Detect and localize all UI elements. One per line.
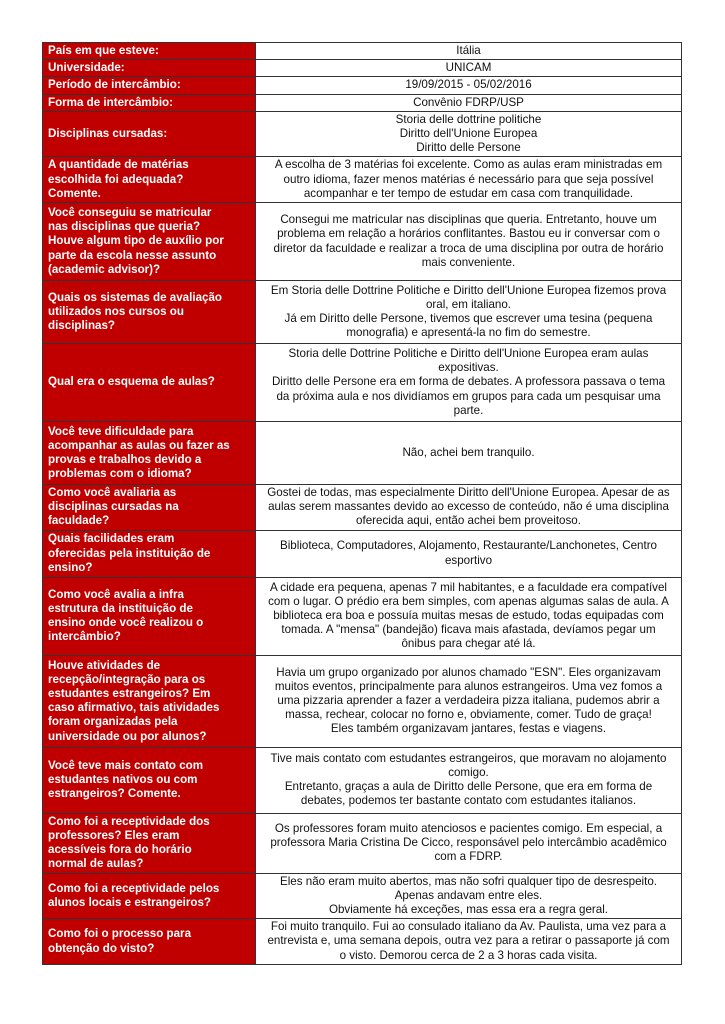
question-line: estrutura da instituição de xyxy=(48,601,193,615)
question-line: Como foi a receptividade pelos xyxy=(48,881,220,895)
answer-cell xyxy=(256,422,682,485)
answer-line: A cidade era pequena, apenas 7 mil habitantes, e a faculdade era compatível xyxy=(269,580,668,594)
answer-cell xyxy=(256,60,682,77)
answer-cell xyxy=(256,43,682,60)
table-row xyxy=(43,577,682,655)
answer-line: Foi muito tranquilo. Fui ao consulado italiano da Av. Paulista, uma vez para a xyxy=(270,920,667,934)
question-cell xyxy=(43,111,256,157)
question-line: Qual era o esquema de aulas? xyxy=(48,375,215,389)
exchange-report-table xyxy=(42,42,682,965)
answer-cell xyxy=(256,530,682,577)
question-line: normal de aulas? xyxy=(48,857,144,871)
answer-line: Biblioteca, Computadores, Alojamento, Restaurante/Lanchonetes, Centro xyxy=(279,539,658,553)
answer-cell xyxy=(256,577,682,655)
table-row xyxy=(43,94,682,111)
table-row xyxy=(43,485,682,531)
answer-line: aulas serem massantes devido ao excesso de conteúdo, não é uma disciplina xyxy=(268,500,669,514)
question-cell xyxy=(43,919,256,965)
question-line: utilizados nos cursos ou xyxy=(48,304,184,318)
question-line: oferecidas pela instituição de xyxy=(48,546,211,560)
table-row xyxy=(43,203,682,281)
question-line: recepção/integração para os xyxy=(48,672,206,686)
answer-line: Diritto delle Persone xyxy=(416,141,521,155)
question-line: problemas com o idioma? xyxy=(48,467,192,481)
answer-line: parte. xyxy=(453,403,484,417)
answer-line: esportivo xyxy=(444,553,493,567)
answer-cell xyxy=(256,157,682,203)
question-line: Universidade: xyxy=(48,61,125,75)
answer-line: Eles também organizavam jantares, festas e viagens. xyxy=(330,722,607,736)
answer-line: com o lugar. O prédio era bem simples, com apenas algumas salas de aula. A xyxy=(268,594,669,608)
question-line: nas disciplinas que queria? xyxy=(48,220,201,234)
answer-line: acompanhar e ter tempo de estudar em casa com tranquilidade. xyxy=(303,186,634,200)
question-line: Você conseguiu se matricular xyxy=(48,206,212,220)
answer-line: Obviamente há exceções, mas essa era a regra geral. xyxy=(328,903,609,917)
question-cell xyxy=(43,77,256,94)
question-line: Quais facilidades eram xyxy=(48,532,175,546)
question-line: disciplinas? xyxy=(48,319,116,333)
question-cell xyxy=(43,43,256,60)
answer-line: outro idioma, fazer menos matérias é necessário para que seja possível xyxy=(283,172,654,186)
question-line: ensino onde você realizou o xyxy=(48,616,204,630)
table-row xyxy=(43,530,682,577)
question-line: professores? Eles eram xyxy=(48,828,180,842)
answer-line: Gostei de todas, mas especialmente Diritto dell'Unione Europea. Apesar de as xyxy=(267,486,670,500)
answer-line: Tive mais contato com estudantes estrangeiros, que moravam no alojamento xyxy=(270,751,667,765)
answer-line: Entretanto, graças a aula de Diritto delle Persone, que era em forma de xyxy=(284,780,653,794)
answer-line: massa, rechear, colocar no forno e, obviamente, comer. Tudo de graça! xyxy=(285,708,652,722)
answer-line: expositivas. xyxy=(438,361,499,375)
answer-line: debates, podemos ter bastante contato com estudantes italianos. xyxy=(300,794,637,808)
question-line: alunos locais e estrangeiros? xyxy=(48,895,212,909)
answer-cell xyxy=(256,77,682,94)
answer-cell xyxy=(256,813,682,873)
answer-line: biblioteca era boa e possuía muitas mesas de estudo, todas equipadas com xyxy=(273,609,664,623)
answer-cell xyxy=(256,344,682,422)
question-line: parte da escola nesse assunto xyxy=(48,248,217,262)
question-line: disciplinas cursadas na xyxy=(48,500,179,514)
question-line: acessíveis fora do horário xyxy=(48,843,192,857)
answer-line: Já em Diritto delle Persone, tivemos que escrever uma tesina (pequena xyxy=(284,312,653,326)
question-cell xyxy=(43,281,256,344)
answer-line: Em Storia delle Dottrine Politiche e Diritto dell'Unione Europea fizemos prova xyxy=(270,283,667,297)
answer-line: da próxima aula e nos dividíamos em grupos para cada um pesquisar uma xyxy=(276,389,661,403)
question-line: Como você avalia a infra xyxy=(48,587,184,601)
question-line: Houve algum tipo de auxílio por xyxy=(48,234,224,248)
answer-line: entrevista e, uma semana depois, outra vez para a retirar o passaporte já com xyxy=(267,934,670,948)
answer-line: Storia delle dottrine politiche xyxy=(395,112,542,126)
answer-line: mais conveniente. xyxy=(421,255,516,269)
question-line: Houve atividades de xyxy=(48,658,161,672)
question-cell xyxy=(43,344,256,422)
answer-line: Convênio FDRP/USP xyxy=(413,95,524,109)
table-row xyxy=(43,43,682,60)
question-cell xyxy=(43,813,256,873)
table-row xyxy=(43,111,682,157)
answer-cell xyxy=(256,655,682,747)
question-line: Você teve dificuldade para xyxy=(48,424,194,438)
question-cell xyxy=(43,577,256,655)
answer-line: professora Maria Cristina De Cicco, responsável pelo intercâmbio acadêmico xyxy=(270,836,667,850)
question-line: provas e trabalhos devido a xyxy=(48,453,202,467)
answer-line: uma pizzaria aprender a fazer a verdadeira pizza italiana, pudemos abrir a xyxy=(277,694,660,708)
table-row xyxy=(43,655,682,747)
question-line: escolhida foi adequada? xyxy=(48,172,184,186)
answer-line: com a FDRP. xyxy=(434,850,503,864)
question-line: Período de intercâmbio: xyxy=(48,78,181,92)
answer-line: 19/09/2015 - 05/02/2016 xyxy=(405,78,532,92)
answer-line: Apenas andavam entre eles. xyxy=(394,888,543,902)
table-row xyxy=(43,60,682,77)
table-row xyxy=(43,344,682,422)
question-cell xyxy=(43,203,256,281)
answer-cell xyxy=(256,485,682,531)
table-row xyxy=(43,281,682,344)
answer-line: Storia delle Dottrine Politiche e Diritto dell'Unione Europea eram aulas xyxy=(288,347,649,361)
answer-line: ônibus para chegar até lá. xyxy=(401,637,536,651)
answer-line: muitos eventos, principalmente para alunos estrangeiros. Uma vez fomos a xyxy=(274,679,663,693)
question-cell xyxy=(43,94,256,111)
answer-line: problema em relação a horários conflitantes. Bastou eu ir conversar com o xyxy=(277,227,660,241)
answer-cell xyxy=(256,747,682,813)
answer-cell xyxy=(256,94,682,111)
table-row xyxy=(43,422,682,485)
question-line: (academic advisor)? xyxy=(48,262,161,276)
answer-line: A escolha de 3 matérias foi excelente. Como as aulas eram ministradas em xyxy=(274,158,663,172)
question-line: País em que esteve: xyxy=(48,44,159,57)
question-line: universidade ou por alunos? xyxy=(48,729,207,743)
question-line: acompanhar as aulas ou fazer as xyxy=(48,438,230,452)
question-line: Você teve mais contato com xyxy=(48,758,204,772)
answer-line: Diritto dell'Unione Europea xyxy=(399,127,538,141)
answer-line: tomada. A "mensa" (bandejão) ficava mais afastada, devíamos pegar um xyxy=(281,623,656,637)
table-row xyxy=(43,873,682,919)
exchange-report-body xyxy=(43,43,682,965)
table-row xyxy=(43,157,682,203)
answer-line: Havia um grupo organizado por alunos chamado "ESN". Eles organizavam xyxy=(276,665,661,679)
answer-line: Diritto delle Persone era em forma de debates. A professora passava o tema xyxy=(271,375,666,389)
answer-line: UNICAM xyxy=(445,61,492,75)
answer-line: oral, em italiano. xyxy=(425,297,512,311)
answer-cell xyxy=(256,111,682,157)
table-row xyxy=(43,77,682,94)
answer-cell xyxy=(256,873,682,919)
question-line: caso afirmativo, tais atividades xyxy=(48,701,220,715)
question-cell xyxy=(43,60,256,77)
answer-cell xyxy=(256,919,682,965)
question-line: Comente. xyxy=(48,186,101,200)
answer-line: monografia) e apresentá-la no fim do semestre. xyxy=(346,326,591,340)
question-line: Como você avaliaria as xyxy=(48,486,177,500)
answer-cell xyxy=(256,281,682,344)
question-line: intercâmbio? xyxy=(48,630,121,644)
question-line: foram organizadas pela xyxy=(48,715,178,729)
question-cell xyxy=(43,157,256,203)
question-line: Forma de intercâmbio: xyxy=(48,95,173,109)
answer-line: o visto. Demorou cerca de 2 a 3 horas cada visita. xyxy=(339,948,598,962)
answer-line: Eles não eram muito abertos, mas não sofri qualquer tipo de desrespeito. xyxy=(279,874,657,888)
question-line: Disciplinas cursadas: xyxy=(48,127,168,141)
question-line: A quantidade de matérias xyxy=(48,158,189,172)
question-line: estrangeiros? Comente. xyxy=(48,787,181,801)
table-row xyxy=(43,813,682,873)
question-line: ensino? xyxy=(48,560,93,574)
answer-line: diretor da faculdade e realizar a troca de uma disciplina por outra de horário xyxy=(273,241,664,255)
question-line: estudantes nativos ou com xyxy=(48,773,198,787)
question-cell xyxy=(43,655,256,747)
question-line: estudantes estrangeiros? Em xyxy=(48,686,211,700)
answer-line: Os professores foram muito atenciosos e pacientes comigo. Em especial, a xyxy=(274,821,663,835)
answer-line: comigo. xyxy=(448,765,489,779)
question-line: obtenção do visto? xyxy=(48,941,155,955)
question-cell xyxy=(43,530,256,577)
answer-line: Itália xyxy=(456,44,481,57)
answer-line: Consegui me matricular nas disciplinas que queria. Entretanto, houve um xyxy=(280,213,657,227)
answer-cell xyxy=(256,203,682,281)
table-row xyxy=(43,919,682,965)
question-cell xyxy=(43,485,256,531)
answer-line: oferecida aqui, então achei bem proveitoso. xyxy=(356,514,581,528)
question-line: faculdade? xyxy=(48,514,110,528)
question-line: Quais os sistemas de avaliação xyxy=(48,290,223,304)
question-line: Como foi a receptividade dos xyxy=(48,814,210,828)
question-cell xyxy=(43,422,256,485)
question-cell xyxy=(43,747,256,813)
question-cell xyxy=(43,873,256,919)
answer-line: Não, achei bem tranquilo. xyxy=(402,445,535,459)
table-row xyxy=(43,747,682,813)
question-line: Como foi o processo para xyxy=(48,927,192,941)
